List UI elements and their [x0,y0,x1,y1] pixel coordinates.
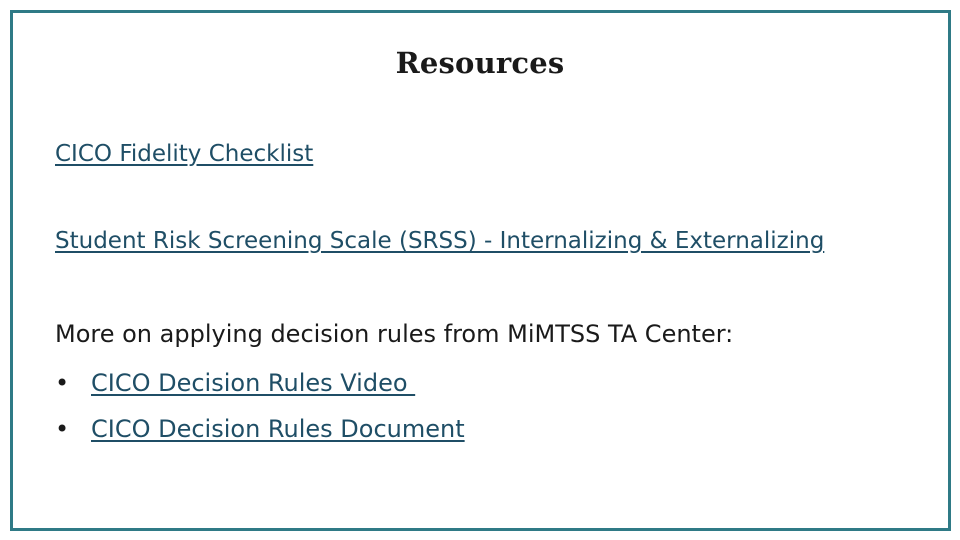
srss-row [55,228,824,254]
list-item [55,366,465,412]
decision-rules-intro: More on applying decision rules from MiMTSS TA Center: [55,320,734,348]
fidelity-checklist-link[interactable]: CICO Fidelity Checklist [55,141,314,167]
decision-rules-video-link[interactable]: CICO Decision Rules Video [91,369,416,397]
bullet-icon: • [55,369,70,397]
srss-link[interactable]: Student Risk Screening Scale (SRSS) - Internalizing & Externalizing [55,228,825,254]
decision-rules-document-link[interactable]: CICO Decision Rules Document [91,415,465,443]
fidelity-checklist-row [55,141,313,167]
decision-rules-list [55,366,465,458]
list-item [55,412,465,458]
bullet-icon: • [55,415,70,443]
slide-title: Resources [395,46,565,80]
